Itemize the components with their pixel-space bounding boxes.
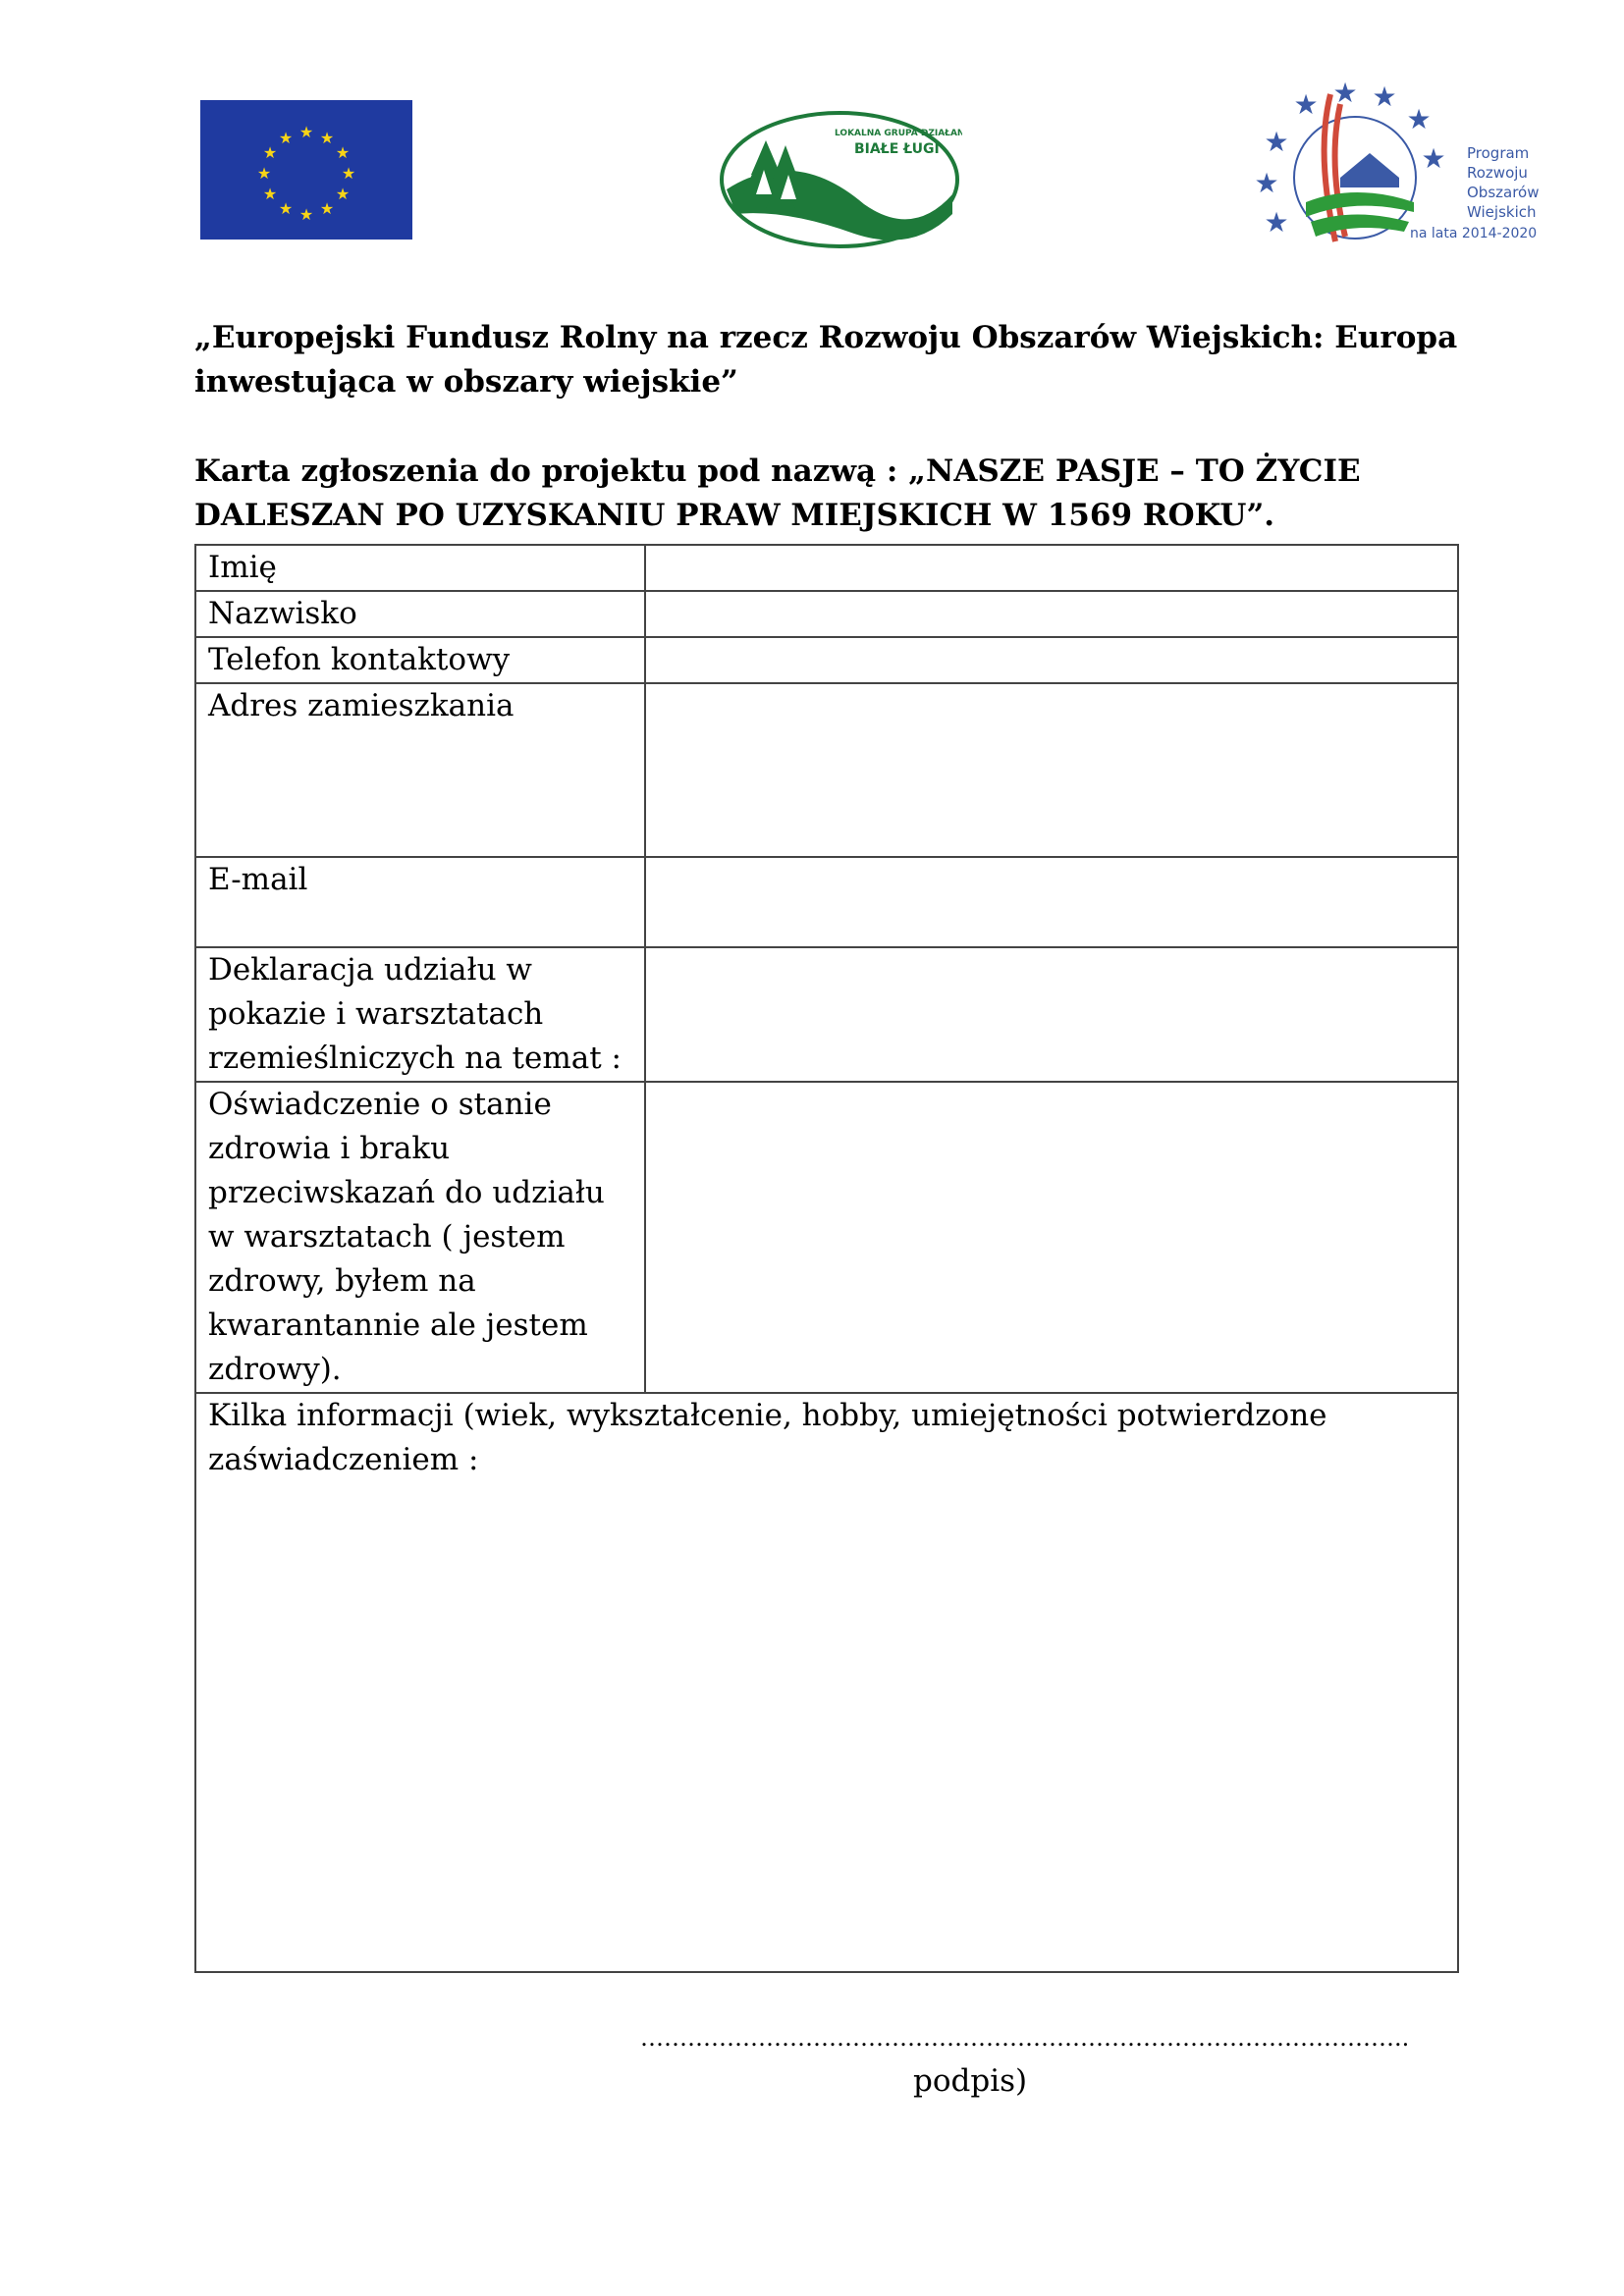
application-form-table — [194, 544, 1459, 1973]
svg-text:★: ★ — [1406, 103, 1432, 135]
field-label-phone: Telefon kontaktowy — [195, 637, 645, 683]
svg-text:★: ★ — [1421, 142, 1446, 175]
signature-label: podpis) — [913, 2063, 1028, 2099]
table-row — [195, 591, 1458, 637]
prow-years: na lata 2014-2020 — [1410, 226, 1538, 241]
table-row — [195, 1393, 1458, 1972]
svg-text:★: ★ — [298, 205, 314, 224]
svg-text:★: ★ — [1264, 206, 1289, 239]
svg-text:★: ★ — [1293, 88, 1319, 121]
field-value-address[interactable] — [645, 683, 1458, 857]
svg-text:★: ★ — [341, 164, 356, 183]
table-row — [195, 683, 1458, 857]
svg-text:★: ★ — [278, 199, 294, 218]
table-row — [195, 1082, 1458, 1393]
logo-bar — [0, 0, 1624, 294]
lgd-biale-lugi-logo — [717, 106, 962, 253]
table-row — [195, 637, 1458, 683]
prow-text-line: Wiejskich — [1467, 203, 1537, 221]
svg-text:★: ★ — [262, 185, 278, 203]
field-label-email: E-mail — [195, 857, 645, 947]
svg-text:★: ★ — [278, 129, 294, 147]
svg-text:★: ★ — [335, 143, 351, 162]
table-row — [195, 857, 1458, 947]
table-row — [195, 947, 1458, 1082]
svg-text:★: ★ — [319, 199, 335, 218]
svg-text:★: ★ — [256, 164, 272, 183]
field-value-first-name[interactable] — [645, 545, 1458, 591]
prow-text-line: Obszarów — [1467, 184, 1540, 201]
eu-flag-icon — [200, 100, 412, 240]
svg-text:★: ★ — [1332, 77, 1358, 109]
lgd-logo-ring-text: LOKALNA GRUPA DZIAŁANIA — [835, 129, 962, 138]
form-title: Karta zgłoszenia do projektu pod nazwą : „NASZE PASJE – TO ŻYCIE DALESZAN PO UZYSKANIU PRAW MIEJSKICH W 1569 ROKU”. — [194, 454, 1361, 533]
lgd-logo-name: BIAŁE ŁUGI — [854, 141, 940, 157]
field-label-declaration: Deklaracja udziału w pokazie i warsztatach rzemieślniczych na temat : — [195, 947, 645, 1082]
svg-text:★: ★ — [1264, 126, 1289, 158]
svg-text:★: ★ — [319, 129, 335, 147]
field-label-first-name: Imię — [195, 545, 645, 591]
field-value-health-statement[interactable] — [645, 1082, 1458, 1393]
field-label-address: Adres zamieszkania — [195, 683, 645, 857]
svg-text:★: ★ — [1254, 167, 1279, 199]
field-value-phone[interactable] — [645, 637, 1458, 683]
field-label-last-name: Nazwisko — [195, 591, 645, 637]
table-row — [195, 545, 1458, 591]
field-label-health-statement: Oświadczenie o stanie zdrowia i braku przeciwskazań do udziału w warsztatach ( jestem zdrowy, byłem na kwarantannie ale jestem zdrowy). — [195, 1082, 645, 1393]
field-value-email[interactable] — [645, 857, 1458, 947]
prow-text-line: Program — [1467, 144, 1530, 162]
field-value-last-name[interactable] — [645, 591, 1458, 637]
prow-text-line: Rozwoju — [1467, 164, 1528, 182]
field-label-info: Kilka informacji (wiek, wykształcenie, hobby, umiejętności potwierdzone zaświadczeniem : — [208, 1398, 1327, 1477]
svg-text:★: ★ — [262, 143, 278, 162]
field-info-area[interactable] — [195, 1393, 1458, 1972]
field-value-declaration[interactable] — [645, 947, 1458, 1082]
prow-logo-text — [1467, 143, 1540, 222]
svg-text:★: ★ — [335, 185, 351, 203]
svg-text:★: ★ — [298, 123, 314, 141]
svg-text:★: ★ — [1372, 80, 1397, 113]
fund-heading: „Europejski Fundusz Rolny na rzecz Rozwoju Obszarów Wiejskich: Europa inwestująca w obszary wiejskie” — [194, 320, 1458, 400]
signature-line: …………………………………………………………………………………….. — [640, 2024, 1410, 2052]
